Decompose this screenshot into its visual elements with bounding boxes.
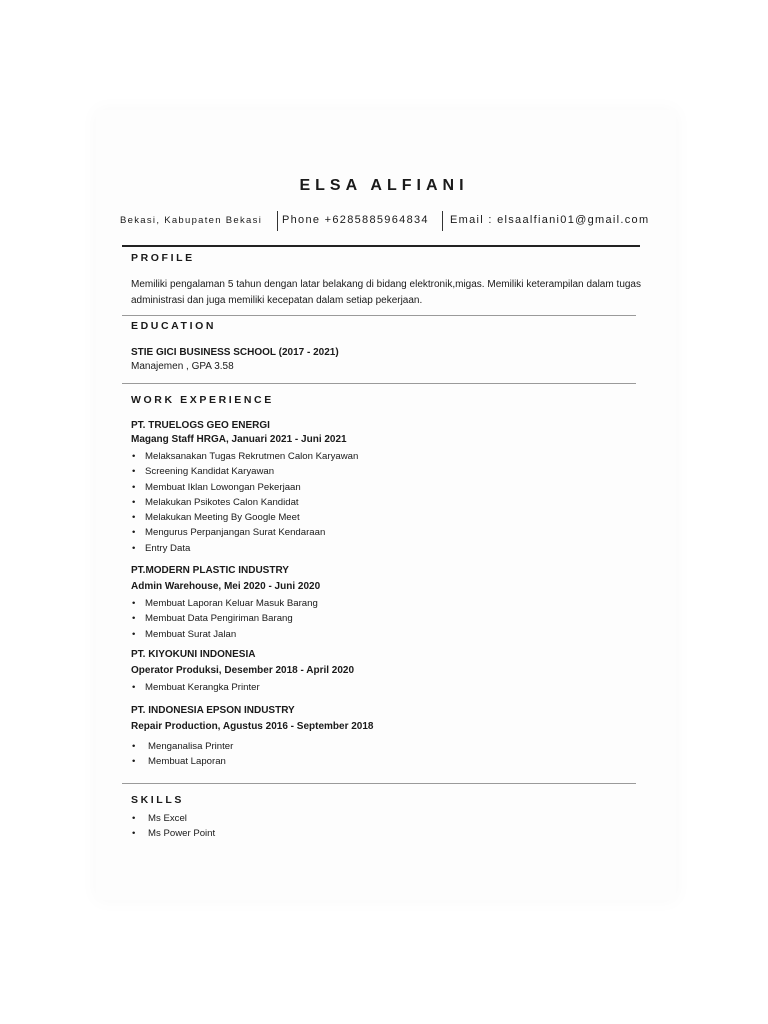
education-school: STIE GICI BUSINESS SCHOOL (2017 - 2021) [131,347,339,358]
job-role: Repair Production, Agustus 2016 - September 2018 [131,721,374,732]
profile-heading: PROFILE [131,252,195,264]
section-divider [122,315,636,316]
profile-text: Memiliki pengalaman 5 tahun dengan latar belakang di bidang elektronik,migas. Memiliki keterampilan dalam tugas administrasi dan juga memiliki kecepatan dalam setiap pekerjaan. [131,279,641,306]
contact-bar [120,211,660,231]
education-detail: Manajemen , GPA 3.58 [131,361,234,372]
skills-list [131,811,215,842]
skill-item: • Ms Power Point [131,826,215,841]
job-task-list [131,449,358,556]
skills-heading: SKILLS [131,794,184,806]
job-company: PT.MODERN PLASTIC INDUSTRY [131,565,289,576]
contact-divider [277,211,278,231]
contact-phone: Phone +6285885964834 [282,214,429,226]
job-task: • Melakukan Meeting By Google Meet [131,510,358,525]
job-task-list [131,739,233,770]
job-task: • Menganalisa Printer [131,739,233,754]
job-company: PT. KIYOKUNI INDONESIA [131,649,256,660]
section-divider [122,383,636,384]
job-task: • Membuat Iklan Lowongan Pekerjaan [131,480,358,495]
job-company: PT. INDONESIA EPSON INDUSTRY [131,705,295,716]
skill-item: • Ms Excel [131,811,215,826]
job-task: • Membuat Data Pengiriman Barang [131,611,318,626]
job-task: • Melaksanakan Tugas Rekrutmen Calon Karyawan [131,449,358,464]
job-task: • Membuat Laporan [131,754,233,769]
job-task: • Screening Kandidat Karyawan [131,464,358,479]
job-task: • Membuat Kerangka Printer [131,680,260,695]
job-role: Admin Warehouse, Mei 2020 - Juni 2020 [131,581,321,592]
header-divider [122,245,640,247]
job-role: Operator Produksi, Desember 2018 - April 2020 [131,665,355,676]
job-task: • Entry Data [131,541,358,556]
contact-divider [442,211,443,231]
contact-location: Bekasi, Kabupaten Bekasi [120,215,263,226]
job-task: • Mengurus Perpanjangan Surat Kendaraan [131,525,358,540]
job-task: • Membuat Surat Jalan [131,627,318,642]
work-heading: WORK EXPERIENCE [131,394,274,406]
contact-email: Email : elsaalfiani01@gmail.com [450,214,650,226]
section-divider [122,783,636,784]
job-task: • Membuat Laporan Keluar Masuk Barang [131,596,318,611]
education-heading: EDUCATION [131,320,217,332]
job-role: Magang Staff HRGA, Januari 2021 - Juni 2021 [131,434,347,445]
job-task-list [131,680,260,695]
job-company: PT. TRUELOGS GEO ENERGI [131,420,270,431]
job-task-list [131,596,318,642]
candidate-name: ELSA ALFIANI [299,177,469,194]
job-task: • Melakukan Psikotes Calon Kandidat [131,495,358,510]
